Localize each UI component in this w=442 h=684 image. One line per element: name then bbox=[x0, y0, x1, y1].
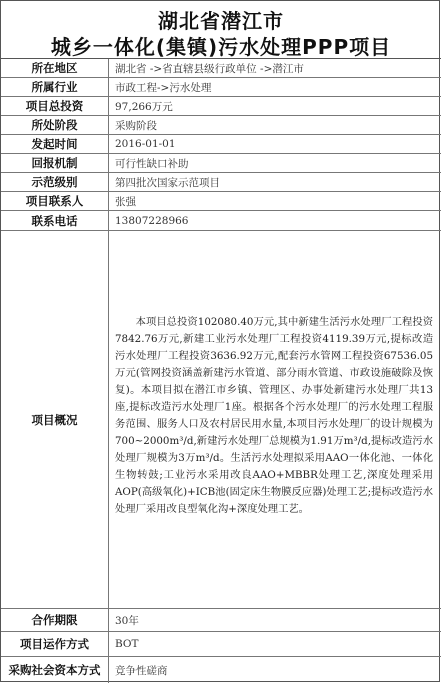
row-phone bbox=[1, 211, 441, 231]
row-stage bbox=[1, 116, 441, 135]
value-industry: 市政工程->污水处理 bbox=[115, 81, 212, 94]
row-contact-person bbox=[1, 192, 441, 211]
row-start-date bbox=[1, 135, 441, 154]
label-procurement-method: 采购社会资本方式 bbox=[1, 657, 109, 683]
value-contact-person: 张强 bbox=[115, 195, 136, 208]
row-demo-level bbox=[1, 173, 441, 192]
label-cooperation-period: 合作期限 bbox=[1, 609, 109, 631]
value-demo-level: 第四批次国家示范项目 bbox=[115, 176, 220, 189]
label-stage: 所处阶段 bbox=[1, 116, 109, 134]
row-cooperation-period bbox=[1, 609, 441, 632]
value-region: 湖北省 ->省直辖县级行政单位 ->潜江市 bbox=[115, 62, 304, 75]
row-procurement-method bbox=[1, 657, 441, 683]
row-industry bbox=[1, 78, 441, 97]
value-total-investment: 97,266万元 bbox=[115, 100, 173, 113]
label-demo-level: 示范级别 bbox=[1, 173, 109, 191]
label-start-date: 发起时间 bbox=[1, 135, 109, 153]
label-overview: 项目概况 bbox=[1, 231, 109, 608]
label-phone: 联系电话 bbox=[1, 211, 109, 230]
label-industry: 所属行业 bbox=[1, 78, 109, 96]
value-procurement-method: 竞争性磋商 bbox=[115, 664, 168, 677]
row-operation-mode bbox=[1, 632, 441, 657]
title-region: 湖北省潜江市 bbox=[158, 9, 284, 33]
value-cooperation-period: 30年 bbox=[115, 614, 139, 627]
row-region bbox=[1, 59, 441, 78]
value-start-date: 2016-01-01 bbox=[115, 138, 176, 150]
value-operation-mode: BOT bbox=[115, 638, 139, 650]
label-contact-person: 项目联系人 bbox=[1, 192, 109, 210]
value-return-mechanism: 可行性缺口补助 bbox=[115, 157, 189, 170]
label-operation-mode: 项目运作方式 bbox=[1, 632, 109, 656]
row-total-investment bbox=[1, 97, 441, 116]
label-total-investment: 项目总投资 bbox=[1, 97, 109, 115]
row-return-mechanism bbox=[1, 154, 441, 173]
label-region: 所在地区 bbox=[1, 59, 109, 77]
label-return-mechanism: 回报机制 bbox=[1, 154, 109, 172]
value-stage: 采购阶段 bbox=[115, 119, 157, 132]
title-project-name: 城乡一体化(集镇)污水处理PPP项目 bbox=[50, 35, 392, 59]
title-block bbox=[1, 1, 441, 59]
overview-text: 本项目总投资102080.40万元,其中新建生活污水处理厂工程投资7842.76万元,新建工业污水处理厂工程投资4119.39万元,提标改造污水处理厂工程投资3636.92万元,配套污水管网工程投资67536.05万元(管网投资涵盖新建污水管道、部分雨水管道、市政设施破除及恢复)。本项目拟在潜江市乡镇、管理区、办事处新建污水处理厂共13座,提标改造污水处理厂1座。根据各个污水处理厂的污水处理工程服务范围、服务人口及农村居民用水量,本项目污水处理厂的设计规模为700~2000m³/d,新建污水处理厂总规模为1.91万m³/d,提标改造污水处理厂规模为3万m³/d。生活污水处理拟采用AAO一体化池、一体化生物转鼓;工业污水采用改良AAO+MBBR处理工艺,深度处理采用AOP(高级氧化)+ICB池(固定床生物膜反应器)处理工艺;提标改造污水处理厂采用改良型氧化沟+深度处理工艺。 bbox=[115, 316, 433, 515]
value-phone: 13807228966 bbox=[115, 214, 189, 227]
